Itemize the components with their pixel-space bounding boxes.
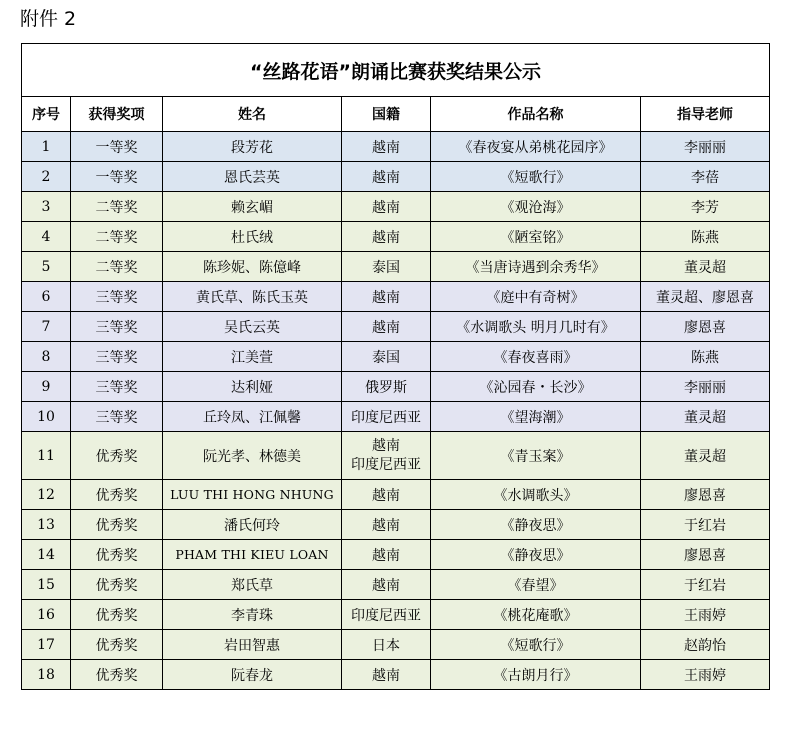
cell-no: 13: [22, 510, 71, 540]
cell-name: 恩氏芸英: [163, 162, 342, 192]
cell-work: 《春望》: [431, 570, 641, 600]
table-row: [22, 282, 770, 312]
table-row: [22, 570, 770, 600]
table-row: [22, 480, 770, 510]
cell-work: 《沁园春・长沙》: [431, 372, 641, 402]
nationality-line: 印度尼西亚: [351, 456, 421, 473]
cell-work: 《古朗月行》: [431, 660, 641, 690]
cell-teacher: 李蓓: [641, 162, 770, 192]
cell-award: 三等奖: [71, 372, 163, 402]
cell-no: 2: [22, 162, 71, 192]
cell-no: 18: [22, 660, 71, 690]
cell-name: 陈珍妮、陈億峰: [163, 252, 342, 282]
cell-work: 《水调歌头 明月几时有》: [431, 312, 641, 342]
cell-nationality: 俄罗斯: [342, 372, 431, 402]
cell-teacher: 陈燕: [641, 222, 770, 252]
cell-teacher: 王雨婷: [641, 660, 770, 690]
cell-award: 一等奖: [71, 132, 163, 162]
awards-table-container: [21, 43, 769, 690]
table-row: [22, 192, 770, 222]
cell-teacher: 于红岩: [641, 510, 770, 540]
cell-nationality: 越南: [342, 282, 431, 312]
cell-award: 三等奖: [71, 282, 163, 312]
cell-nationality: 越南: [342, 660, 431, 690]
cell-nationality: 越南: [342, 570, 431, 600]
table-title: “丝路花语”朗诵比赛获奖结果公示: [22, 44, 770, 97]
cell-award: 一等奖: [71, 162, 163, 192]
cell-name: 潘氏何玲: [163, 510, 342, 540]
cell-name: 江美萱: [163, 342, 342, 372]
cell-nationality: 越南: [342, 222, 431, 252]
cell-no: 15: [22, 570, 71, 600]
cell-work: 《望海潮》: [431, 402, 641, 432]
table-row: [22, 600, 770, 630]
cell-no: 11: [22, 432, 71, 480]
cell-teacher: 李丽丽: [641, 372, 770, 402]
cell-award: 三等奖: [71, 312, 163, 342]
cell-nationality: 越南: [342, 510, 431, 540]
cell-nationality: 印度尼西亚: [342, 600, 431, 630]
header-row: [22, 97, 770, 132]
cell-award: 三等奖: [71, 402, 163, 432]
cell-name: 杜氏绒: [163, 222, 342, 252]
cell-teacher: 陈燕: [641, 342, 770, 372]
cell-award: 二等奖: [71, 252, 163, 282]
cell-teacher: 李芳: [641, 192, 770, 222]
cell-work: 《静夜思》: [431, 510, 641, 540]
cell-name: 达利娅: [163, 372, 342, 402]
cell-name: 阮春龙: [163, 660, 342, 690]
cell-name: 阮光孝、林德美: [163, 432, 342, 480]
cell-award: 优秀奖: [71, 510, 163, 540]
cell-nationality: 越南: [342, 312, 431, 342]
cell-no: 17: [22, 630, 71, 660]
cell-no: 3: [22, 192, 71, 222]
cell-teacher: 赵韵怡: [641, 630, 770, 660]
cell-award: 二等奖: [71, 192, 163, 222]
table-row: [22, 162, 770, 192]
table-row: [22, 510, 770, 540]
cell-teacher: 董灵超: [641, 432, 770, 480]
cell-teacher: 李丽丽: [641, 132, 770, 162]
cell-teacher: 王雨婷: [641, 600, 770, 630]
cell-nationality: 泰国: [342, 252, 431, 282]
cell-teacher: 廖恩喜: [641, 540, 770, 570]
cell-nationality: 日本: [342, 630, 431, 660]
cell-work: 《庭中有奇树》: [431, 282, 641, 312]
cell-award: 优秀奖: [71, 660, 163, 690]
cell-work: 《静夜思》: [431, 540, 641, 570]
cell-name: 吴氏云英: [163, 312, 342, 342]
header-work: 作品名称: [431, 97, 641, 132]
cell-no: 1: [22, 132, 71, 162]
cell-work: 《观沧海》: [431, 192, 641, 222]
cell-no: 12: [22, 480, 71, 510]
cell-no: 4: [22, 222, 71, 252]
header-award: 获得奖项: [71, 97, 163, 132]
cell-name: 段芳花: [163, 132, 342, 162]
cell-award: 二等奖: [71, 222, 163, 252]
cell-name: 郑氏草: [163, 570, 342, 600]
cell-teacher: 董灵超: [641, 402, 770, 432]
cell-no: 16: [22, 600, 71, 630]
cell-name: 李青珠: [163, 600, 342, 630]
cell-award: 三等奖: [71, 342, 163, 372]
header-teacher: 指导老师: [641, 97, 770, 132]
cell-award: 优秀奖: [71, 432, 163, 480]
header-name: 姓名: [163, 97, 342, 132]
attachment-label: 附件 2: [20, 8, 77, 30]
table-row: [22, 252, 770, 282]
table-row: [22, 540, 770, 570]
cell-work: 《春夜宴从弟桃花园序》: [431, 132, 641, 162]
cell-teacher: 于红岩: [641, 570, 770, 600]
table-row: [22, 342, 770, 372]
cell-award: 优秀奖: [71, 570, 163, 600]
table-row: [22, 402, 770, 432]
cell-work: 《春夜喜雨》: [431, 342, 641, 372]
cell-nationality: 越南: [342, 192, 431, 222]
cell-teacher: 董灵超: [641, 252, 770, 282]
cell-no: 10: [22, 402, 71, 432]
header-nationality: 国籍: [342, 97, 431, 132]
cell-work: 《桃花庵歌》: [431, 600, 641, 630]
cell-award: 优秀奖: [71, 540, 163, 570]
cell-work: 《陋室铭》: [431, 222, 641, 252]
cell-nationality: 泰国: [342, 342, 431, 372]
cell-no: 9: [22, 372, 71, 402]
cell-award: 优秀奖: [71, 480, 163, 510]
cell-work: 《短歌行》: [431, 162, 641, 192]
cell-nationality: 越南: [342, 162, 431, 192]
cell-nationality: [342, 432, 431, 480]
cell-name: 丘玲凤、江佩馨: [163, 402, 342, 432]
cell-no: 8: [22, 342, 71, 372]
cell-work: 《短歌行》: [431, 630, 641, 660]
cell-name: 赖玄嵋: [163, 192, 342, 222]
table-row: [22, 222, 770, 252]
table-row: [22, 630, 770, 660]
cell-no: 14: [22, 540, 71, 570]
header-no: 序号: [22, 97, 71, 132]
cell-teacher: 廖恩喜: [641, 480, 770, 510]
cell-nationality: 越南: [342, 132, 431, 162]
cell-no: 7: [22, 312, 71, 342]
cell-award: 优秀奖: [71, 630, 163, 660]
table-row: [22, 132, 770, 162]
cell-teacher: 廖恩喜: [641, 312, 770, 342]
cell-work: 《青玉案》: [431, 432, 641, 480]
table-row: [22, 312, 770, 342]
cell-no: 5: [22, 252, 71, 282]
cell-no: 6: [22, 282, 71, 312]
table-row: [22, 432, 770, 480]
cell-name: 岩田智惠: [163, 630, 342, 660]
cell-name: 黄氏草、陈氏玉英: [163, 282, 342, 312]
table-row: [22, 660, 770, 690]
nationality-line: 越南: [372, 437, 400, 454]
cell-award: 优秀奖: [71, 600, 163, 630]
cell-name: PHAM THI KIEU LOAN: [163, 540, 342, 570]
awards-table: [21, 43, 770, 690]
table-row: [22, 372, 770, 402]
cell-work: 《当唐诗遇到余秀华》: [431, 252, 641, 282]
cell-nationality: 越南: [342, 540, 431, 570]
cell-nationality: 越南: [342, 480, 431, 510]
cell-name: LUU THI HONG NHUNG: [163, 480, 342, 510]
cell-nationality: 印度尼西亚: [342, 402, 431, 432]
cell-teacher: 董灵超、廖恩喜: [641, 282, 770, 312]
cell-work: 《水调歌头》: [431, 480, 641, 510]
